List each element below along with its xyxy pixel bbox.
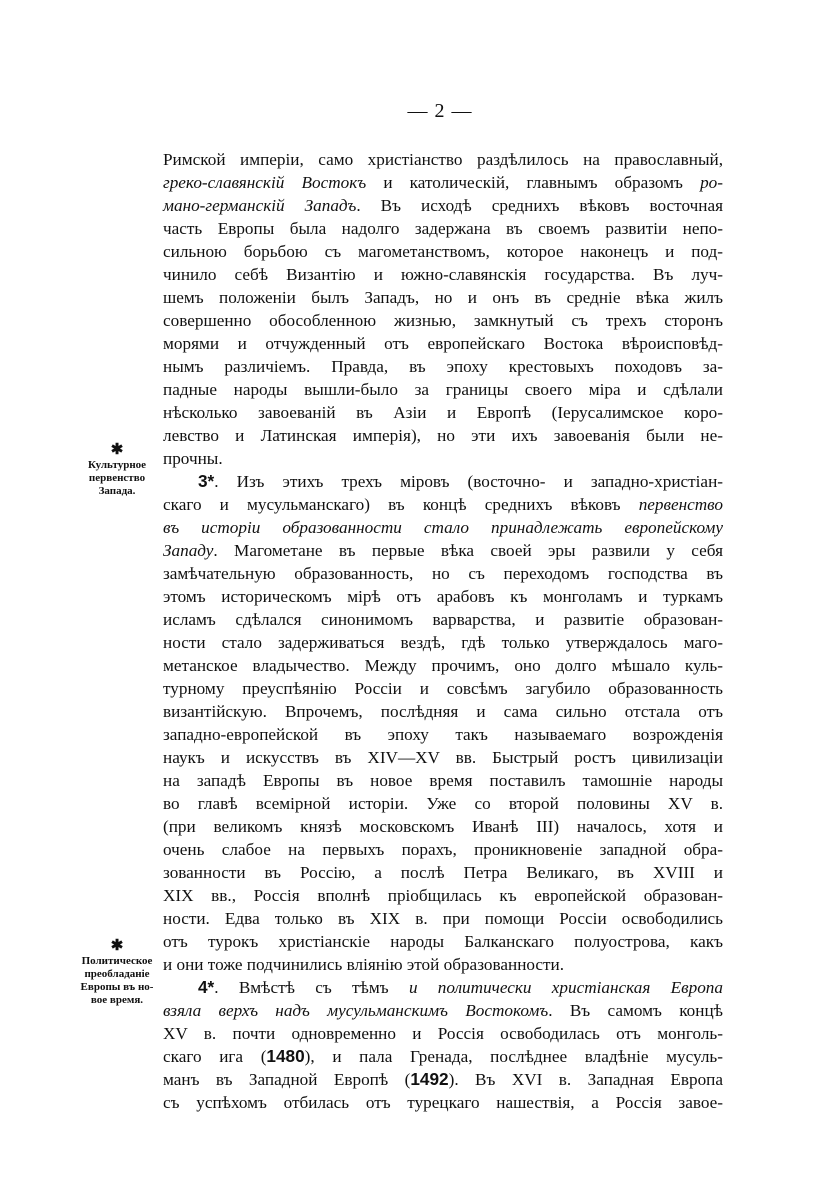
- text-line: ности стало задерживаться вездѣ, гдѣ только утверждалось маго-: [163, 633, 723, 652]
- text-line: отъ турокъ христіанскіе народы Балканскаго полуострова, какъ: [163, 932, 723, 951]
- text-line: съ успѣхомъ отбилась отъ турецкаго нашествія, а Россія завое-: [163, 1093, 723, 1112]
- paragraph-4-start: [198, 976, 723, 999]
- text-run: . Магометане въ первые вѣка своей эры развили у себя: [213, 541, 723, 560]
- text-line: падные народы вышли-было за границы своего міра и сдѣлали: [163, 380, 723, 399]
- italic-phrase: мано-германскій Западъ: [163, 196, 357, 215]
- text-run: ). Въ XVI в. Западная Европа: [448, 1070, 723, 1089]
- text-line: [163, 1045, 723, 1068]
- text-line: [163, 516, 723, 539]
- text-line: [163, 1068, 723, 1091]
- text-line: часть Европы была надолго задержана въ своемъ развитіи непо-: [163, 219, 723, 238]
- text-run: ), и пала Гренада, послѣднее владѣніе мусуль-: [304, 1047, 723, 1066]
- margin-note-line: Культурное: [87, 459, 147, 471]
- italic-phrase: въ исторіи образованности стало принадлежать европейскому: [163, 518, 723, 537]
- text-line: чинило себѣ Византію и южно-славянскія государства. Въ луч-: [163, 265, 723, 284]
- text-line: [163, 194, 723, 217]
- text-run: . Изъ этихъ трехъ міровъ (восточно- и западно-христіан-: [214, 472, 723, 491]
- text-line: западно-европейской въ эпоху такъ называемаго возрожденія: [163, 725, 723, 744]
- text-line: совершенно обособленною жизнью, замкнутый съ трехъ сторонъ: [163, 311, 723, 330]
- text-line: [163, 493, 723, 516]
- italic-phrase: ро-: [700, 173, 723, 192]
- italic-phrase: первенство: [638, 495, 723, 514]
- paragraph-number: 4*: [198, 977, 215, 997]
- text-line: во главѣ всемірной исторіи. Уже со второй половины XV в.: [163, 794, 723, 813]
- italic-phrase: греко-славянскій Востокъ: [163, 173, 367, 192]
- text-line: XIX вв., Россія вполнѣ пріобщилась къ европейской образован-: [163, 886, 723, 905]
- text-line: левство и Латинская имперія), но эти ихъ завоеванія были не-: [163, 426, 723, 445]
- text-run: манъ въ Западной Европѣ (: [163, 1070, 411, 1089]
- asterisk-icon: ✱: [110, 442, 124, 458]
- text-line: сильною борьбою съ магометанствомъ, которое наконецъ и под-: [163, 242, 723, 261]
- text-run: и католическій, главнымъ образомъ: [366, 173, 701, 192]
- text-line: ности. Едва только въ XIX в. при помощи Россіи освободились: [163, 909, 723, 928]
- text-line: метанское владычество. Между прочимъ, оно долго мѣшало куль-: [163, 656, 723, 675]
- text-line: исламъ сдѣлался синонимомъ варварства, и развитіе образован-: [163, 610, 723, 629]
- text-line: прочны.: [163, 449, 223, 468]
- text-line: очень слабое на первыхъ порахъ, проникновеніе западной обра-: [163, 840, 723, 859]
- margin-note-line: первенство: [88, 472, 146, 484]
- text-line: [163, 171, 723, 194]
- margin-note-line: вое время.: [90, 994, 144, 1006]
- text-line: [163, 999, 723, 1022]
- text-line: нымъ различіемъ. Правда, въ эпоху крестовыхъ походовъ за-: [163, 357, 723, 376]
- text-line: византійскую. Впрочемъ, послѣдняя и сама сильно отстала отъ: [163, 702, 723, 721]
- text-line: и они тоже подчинились вліянію этой образованности.: [163, 955, 565, 974]
- text-line: морями и отчужденный отъ европейскаго Востока вѣроисповѣд-: [163, 334, 723, 353]
- text-line: этомъ историческомъ мірѣ отъ арабовъ къ монголамъ и туркамъ: [163, 587, 723, 606]
- text-line: [163, 539, 723, 562]
- asterisk-icon: ✱: [110, 938, 124, 954]
- page-number: — 2 —: [407, 100, 473, 122]
- margin-note-line: Европы въ но-: [80, 981, 154, 993]
- text-line: на западѣ Европы въ новое время поставилъ тамошніе народы: [163, 771, 723, 790]
- italic-phrase: и политически христіанская Европа: [408, 978, 723, 997]
- margin-note-political-dominance: [72, 939, 162, 1007]
- text-line: (при великомъ князѣ московскомъ Иванѣ III) началось, хотя и: [163, 817, 723, 836]
- margin-note-line: Запада.: [98, 485, 136, 497]
- year-number: 1492: [410, 1069, 449, 1089]
- text-line: шемъ положеніи былъ Западъ, но и онъ въ средніе вѣка жилъ: [163, 288, 723, 307]
- text-line: турному преуспѣянію Россіи и совсѣмъ загубило образованность: [163, 679, 723, 698]
- italic-phrase: взяла верхъ надъ мусульманскимъ Востокомъ: [163, 1001, 549, 1020]
- margin-note-line: преобладаніе: [84, 968, 150, 980]
- text-line: зованности въ Россію, а послѣ Петра Великаго, въ XVIII и: [163, 863, 723, 882]
- text-line: замѣчательную образованность, но съ переходомъ господства въ: [163, 564, 723, 583]
- text-run: . Въ самомъ концѣ: [548, 1001, 723, 1020]
- text-line: наукъ и искусствъ въ XIV—XV вв. Быстрый ростъ цивилизаціи: [163, 748, 723, 767]
- text-line: XV в. почти одновременно и Россія освободилась отъ монголь-: [163, 1024, 723, 1043]
- margin-note-line: Политическое: [81, 955, 153, 967]
- text-line: нѣсколько завоеваній въ Азіи и Европѣ (Іерусалимское коро-: [163, 403, 723, 422]
- text-run: скаго ига (: [163, 1047, 267, 1066]
- text-run: скаго и мусульманскаго) въ концѣ среднихъ вѣковъ: [163, 495, 639, 514]
- margin-note-cultural-primacy: [72, 443, 162, 498]
- paragraph-3-start: [198, 470, 723, 493]
- text-run: . Вмѣстѣ съ тѣмъ: [214, 978, 409, 997]
- paragraph-number: 3*: [198, 471, 215, 491]
- italic-phrase: Западу: [163, 541, 214, 560]
- text-run: . Въ исходѣ среднихъ вѣковъ восточная: [356, 196, 723, 215]
- text-line: Римской имперіи, само христіанство раздѣлилось на православный,: [163, 150, 723, 169]
- year-number: 1480: [266, 1046, 305, 1066]
